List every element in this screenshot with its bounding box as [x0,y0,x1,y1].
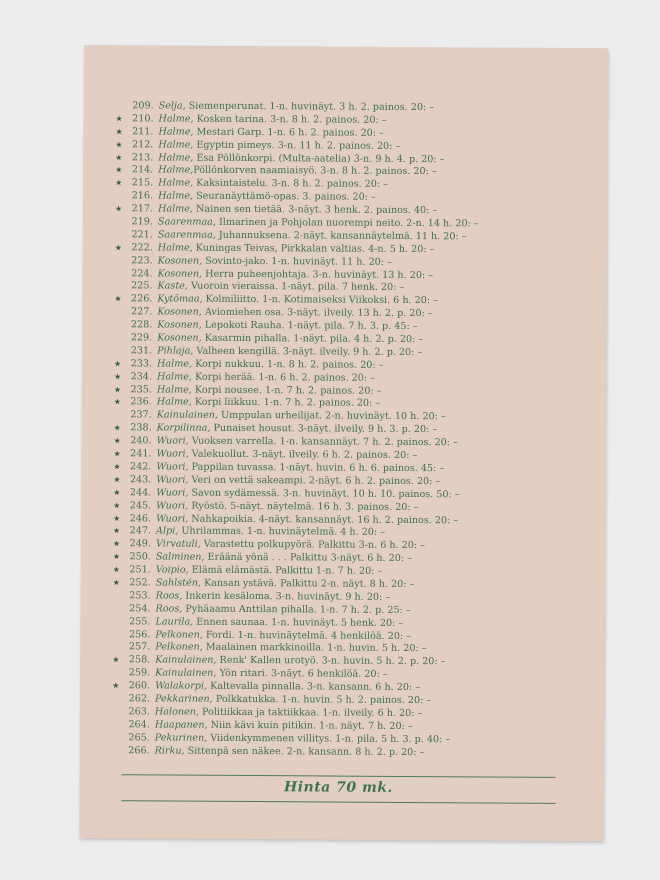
entry-title: Veri on vettä sakeampi. 2-näyt. 6 h. 2. painos. 20: – [188,474,441,488]
entry-author: Kosonen, [157,306,202,318]
star-marker: ★ [115,165,123,175]
entry-author: Wuori, [156,461,189,473]
entry-title: Pyhäaamu Anttilan pihalla. 1-n. 7 h. 2. p. 25: – [182,603,411,616]
entry-number: 242. [130,461,152,473]
entry-title: Niin kävi kuin pitikin. 1-n. näyt. 7 h. 20: – [207,719,413,732]
entry-title: Kolmiliitto. 1-n. Kotimaiseksi Viikoksi. 6 h. 20: – [202,294,438,307]
entry-author: Halme, [158,190,194,202]
entry-author: Wuori, [156,435,189,447]
star-marker: ★ [115,152,123,162]
entry-title: Uhrilammas. 1-n. huvinäytelmä. 4 h. 20: – [178,525,386,539]
star-marker: ★ [113,436,121,446]
entry-title: Renk' Kallen urotyö. 3-n. huvin. 5 h. 2. p. 20: – [216,655,446,668]
entry-number: 259. [128,667,151,679]
star-marker: ★ [113,384,122,394]
entry-author: Pekurinen, [154,732,208,744]
entry-number: 243. [129,474,152,486]
entry-title: Valheen kengillä. 3-näyt. ilveily. 9 h. 2. p. 20: – [193,345,423,358]
star-marker: ★ [115,126,123,137]
star-marker: ★ [113,526,121,536]
entry-number: 210. [132,113,154,125]
entry-author: Halme, [156,384,192,396]
entry-title: Varastettu polkupyörä. Palkittu 3-n. 6 h. 20: – [200,539,425,552]
entry-title: Sittenpä sen näkee. 2-n. kansann. 8 h. 2. p. 20: – [184,745,425,758]
star-marker-empty [115,268,123,281]
entry-title: Eräänä yönä . . . Palkittu 3-näyt. 6 h. 20: – [204,551,412,565]
star-marker: ★ [112,552,121,562]
entry-title: Kansan ystävä. Palkittu 2-n. näyt. 8 h. 20: – [200,577,415,590]
star-marker-empty [116,100,124,113]
entry-number: 221. [131,229,153,241]
star-marker-empty [115,190,123,203]
entry-number: 245. [129,499,152,512]
star-marker: ★ [115,139,123,149]
entry-number: 222. [131,242,153,254]
entry-title: Kuningas Teivas, Pirkkalan valtias. 4-n. 5 h. 20: – [192,242,435,255]
entry-title: Siemenperunat. 1-n. huvinäyt. 3 h. 2. painos. 20: – [185,100,435,114]
entry-number: 223. [131,254,153,267]
entry-author: Saarenmaa, [157,216,216,228]
entry-number: 216. [131,190,154,202]
entry-author: Kosonen, [157,255,203,267]
entry-title: Nainen sen tietää. 3-näyt. 3 henk. 2. painos. 40: – [192,203,438,217]
star-marker-empty [114,319,122,332]
star-marker: ★ [112,539,121,549]
entry-author: Pelkonen, [155,641,203,654]
entry-author: Wuori, [156,474,189,486]
entry-title: Ryöstö. 5-näyt. näytelmä. 16 h. 3. painos. 20: – [188,500,419,513]
star-marker-empty [112,616,120,629]
entry-title: Ennen saunaa. 1-n. huvinäyt. 5 henk. 20: – [193,616,404,629]
entry-number: 225. [131,280,153,292]
entry-title: Aviomiehen osa. 3-näyt. ilveily. 13 h. 2. p. 20: – [201,306,433,320]
entry-title: Kaltevalla pinnalla. 3-n. kansann. 6 h. 20: – [207,680,421,694]
entry-number: 244. [129,487,152,499]
star-marker: ★ [115,178,123,188]
entry-author: Halme, [158,139,194,151]
entry-number: 257. [128,641,151,653]
entry-title: Fordi. 1-n. huvinäytelmä. 4 henkilöä. 20: – [202,629,412,642]
entry-author: Sahlstén, [155,577,201,589]
entry-author: Kainulainen, [156,409,219,422]
star-marker: ★ [112,681,120,691]
star-marker: ★ [113,462,121,472]
star-marker: ★ [113,500,121,510]
star-marker-empty [114,306,122,319]
entry-number: 252. [129,577,151,589]
entry-number: 256. [128,628,151,640]
entry-number: 224. [131,267,153,280]
entry-number: 247. [129,525,152,537]
entry-author: Kainulainen, [155,654,217,667]
entry-author: Laurila, [155,616,194,628]
star-marker-empty [115,216,123,229]
star-marker-empty [113,603,121,616]
star-marker: ★ [113,371,122,381]
star-marker: ★ [113,423,121,433]
entry-author: Halme, [158,113,194,125]
entry-number: 241. [130,448,152,460]
entry-author: Roos, [155,590,183,602]
entry-number: 246. [129,512,152,524]
entry-title: Mestari Garp. 1-n. 6 h. 2. painos. 20: – [193,126,384,139]
entry-author: Wuori, [156,448,189,460]
entry-author: Rirku, [154,744,185,757]
star-marker-empty [112,745,120,758]
star-marker: ★ [113,513,121,523]
star-marker-empty [114,345,122,358]
star-marker-empty [115,229,123,242]
entry-title: Korpi liikkuu. 1-n. 7 h. 2. painos. 20: – [191,397,381,410]
entry-number: 235. [130,383,152,396]
entry-number: 213. [131,151,154,163]
entry-author: Pekkarinen, [154,693,213,705]
entry-title: Valekuollut. 3-näyt. ilveily. 6 h. 2. painos. 20: – [188,448,418,462]
entry-number: 231. [130,345,153,357]
entry-number: 209. [132,100,154,112]
entry-number: 263. [128,706,150,718]
entry-number: 238. [130,422,152,434]
star-marker: ★ [114,242,122,253]
star-marker: ★ [113,397,122,407]
entry-author: Selja, [158,100,186,112]
entry-title: Maalainen markkinoilla. 1-n. huvin. 5 h. 20: – [202,642,427,655]
entry-title: Savon sydämessä. 3-n. huvinäyt. 10 h. 10. painos. 50: – [188,487,460,501]
entry-number: 211. [132,126,154,138]
catalog-entry [112,745,592,761]
entry-author: Kytömaa, [157,293,203,306]
entry-number: 255. [129,615,151,628]
star-marker-empty [112,667,120,680]
star-marker: ★ [114,294,122,304]
entry-author: Virvatuli, [155,538,201,551]
entry-title: Pappilan tuvassa. 1-näyt. huvin. 6 h. 6. painos. 45: – [188,461,445,475]
entry-title: Kaksintaistelu. 3-n. 8 h. 2. painos. 20: – [193,178,388,191]
entry-title: Yön ritari. 3-näyt. 6 henkilöä. 20: – [216,668,388,681]
star-marker-empty [112,719,120,732]
entry-number: 227. [130,306,153,318]
entry-title: Kosken tarina. 3-n. 8 h. 2. painos. 20: – [193,113,387,126]
entry-number: 253. [129,590,151,602]
bottom-rule [121,800,555,804]
entry-title: Politiikkaa ja taktiikkaa. 1-n. ilveily. 6 h. 20: – [198,706,423,719]
star-marker: ★ [114,204,123,214]
entry-number: 258. [128,654,151,666]
entry-author: Wuori, [156,512,189,525]
booklet-back-cover [79,45,608,841]
entry-title: Korpi nukkuu. 1-n. 8 h. 2. painos. 20: – [192,358,384,371]
entry-author: Voipio, [155,564,189,576]
entry-author: Haapanen, [154,719,208,731]
entry-title: Seuranäyttämö-opas. 3. painos. 20: – [193,190,376,204]
entry-number: 262. [128,693,151,705]
top-rule [122,774,556,778]
entry-title: Inkerin kesäloma. 3-n. huvinäyt. 9 h. 20: – [182,590,391,603]
entry-number: 266. [128,744,150,756]
entry-number: 234. [130,370,153,383]
entry-title: Viidenkymmenen villitys. 1-n. pila. 5 h. 3. p. 40: – [207,732,451,745]
entry-number: 228. [130,319,153,331]
entry-title: Korpi herää. 1-n. 6 h. 2. painos. 20: – [191,371,376,384]
entry-author: Kosonen, [157,332,202,344]
star-marker: ★ [114,359,122,369]
entry-title: Lepokoti Rauha. 1-näyt. pila. 7 h. 3. p. 45: – [201,319,418,333]
entry-number: 260. [128,680,151,692]
entry-number: 264. [128,719,150,731]
play-catalog-list [112,100,596,760]
entry-number: 254. [129,603,151,615]
entry-number: 265. [128,731,150,744]
star-marker-empty [112,642,120,655]
entry-title: Pöllönkorven naamiaisyö. 3-n. 8 h. 2. painos. 20: – [193,165,437,178]
entry-title: Umppulan urheilijat. 2-n. huvinäyt. 10 h. 20: – [217,410,446,423]
entry-author: Kosonen, [157,319,202,331]
star-marker-empty [114,410,122,423]
entry-title: Vuoksen varrella. 1-n. kansannäyt. 7 h. 2. painos. 20: – [188,435,458,449]
entry-number: 219. [131,216,153,228]
star-marker: ★ [115,114,123,124]
entry-author: Kosonen, [157,268,203,280]
entry-title: Korpi nousee. 1-n. 7 h. 2. painos. 20: – [191,384,382,397]
entry-author: Korpilinna, [156,422,211,435]
entry-author: Wuori, [156,500,189,512]
entry-number: 212. [131,138,154,151]
entry-title: Ilmarinen ja Pohjolan nuorempi neito. 2-n. 14 h. 20: – [215,216,479,230]
entry-title: Punaiset housut. 3-näyt. ilveily. 9 h. 3. p. 20: – [210,423,438,436]
entry-number: 214. [131,164,154,176]
entry-title: Esa Pöllönkorpi. (Multa-aatelia) 3-n. 9 h. 4. p. 20: – [193,152,445,165]
entry-author: Kaste, [157,280,188,293]
entry-author: Walakorpi, [155,680,208,692]
entry-author: Wuori, [156,487,189,499]
star-marker-empty [113,590,121,603]
entry-author: Halme, [157,203,194,215]
price-label: Hinta 70 mk. [283,779,393,796]
entry-author: Halme, [156,371,192,383]
entry-author: Halme, [158,164,194,177]
entry-number: 229. [130,332,153,344]
entry-number: 215. [131,177,154,189]
entry-author: Halme, [157,242,193,254]
entry-title: Kasarmin pihalla. 1-näyt. pila. 4 h. 2. p. 20: – [201,332,424,346]
star-marker-empty [114,332,122,345]
entry-number: 240. [130,435,152,447]
entry-author: Alpi, [155,525,179,537]
star-marker-empty [115,255,123,268]
entry-number: 236. [130,396,152,408]
entry-author: Roos, [155,603,183,615]
entry-title: Herra puheenjohtaja. 3-n. huvinäyt. 13 h. 20: – [202,268,434,281]
star-marker: ★ [112,565,120,575]
entry-author: Kainulainen, [155,667,217,680]
entry-author: Halme, [157,358,193,370]
star-marker-empty [112,693,120,706]
entry-number: 251. [129,564,151,576]
entry-title: Nahkapoikia. 4-näyt. kansannäyt. 16 h. 2. painos. 20: – [188,513,459,526]
entry-author: Pihlaja, [157,345,194,357]
entry-author: Pelkonen, [155,628,203,641]
star-marker: ★ [113,449,121,459]
entry-title: Polkkatukka. 1-n. huvin. 5 h. 2. painos. 20: – [212,693,432,707]
entry-author: Salminen, [155,551,205,563]
entry-author: Halme, [158,152,194,164]
entry-number: 217. [131,203,154,215]
entry-number: 237. [130,409,152,421]
entry-title: Elämä elämästä. Palkittu 1-n. 7 h. 20: – [188,564,383,577]
entry-title: Juhannuksena. 2-näyt. kansannäytelmä. 11 h. 20: – [215,229,467,243]
entry-author: Saarenmaa, [157,229,216,241]
star-marker: ★ [113,487,121,497]
entry-author: Halme, [156,396,192,409]
entry-number: 250. [129,551,151,563]
entry-title: Vuoroin vieraissa. 1-näyt. pila. 7 henk. 20: – [187,281,405,294]
star-marker-empty [114,281,122,294]
entry-number: 233. [130,358,153,370]
entry-number: 249. [129,538,151,550]
entry-title: Sovinto-jako. 1-n. huvinäyt. 11 h. 20: – [202,255,392,268]
star-marker-empty [112,732,120,745]
star-marker: ★ [112,655,120,665]
star-marker-empty [112,629,120,642]
star-marker-empty [112,706,120,719]
star-marker: ★ [113,475,121,485]
entry-title: Egyptin pimeys. 3-n. 11 h. 2. painos. 20: – [193,139,401,152]
entry-number: 226. [131,293,153,305]
entry-author: Halme, [158,177,194,190]
entry-author: Halme, [158,126,194,138]
entry-author: Halonen, [154,706,199,718]
star-marker: ★ [112,578,120,588]
